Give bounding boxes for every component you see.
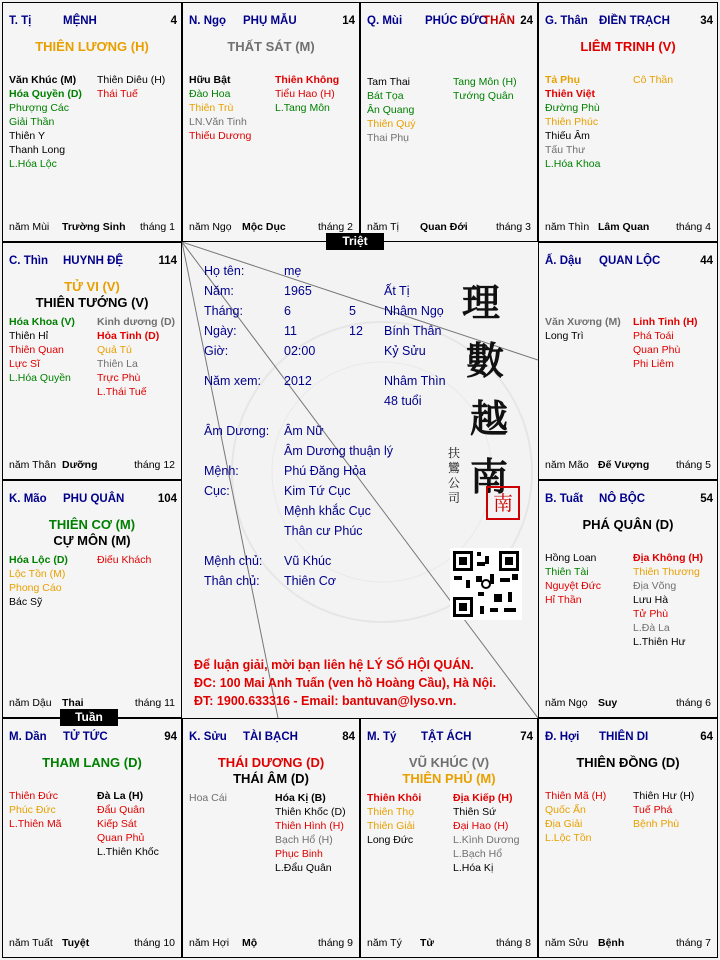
month-lunar: 5 bbox=[349, 304, 356, 318]
calligraphy-char-2: 數 bbox=[466, 338, 505, 383]
qr-code-icon[interactable] bbox=[450, 548, 522, 620]
palace-than[interactable] bbox=[538, 2, 718, 242]
palace-footer bbox=[545, 221, 711, 235]
left-star-column bbox=[545, 789, 606, 845]
minor-star: Kinh dương (D) bbox=[97, 316, 176, 328]
minor-star: Thiên Tài bbox=[545, 566, 589, 578]
right-star-column bbox=[275, 73, 339, 115]
minor-star: L.Đà La bbox=[633, 622, 670, 634]
minor-star: Thiên Thương bbox=[633, 566, 700, 578]
right-star-column bbox=[97, 73, 165, 101]
minor-star: L.Đẩu Quân bbox=[275, 862, 332, 874]
year-value: 1965 bbox=[284, 284, 312, 298]
cuc-relation: Mệnh khắc Cục bbox=[284, 504, 371, 518]
left-star-column bbox=[545, 73, 600, 171]
minor-star: Phá Toái bbox=[633, 330, 674, 342]
minor-star: Đại Hao (H) bbox=[453, 820, 509, 832]
minor-star: Quan Phù bbox=[633, 344, 681, 356]
minor-star: Phong Cáo bbox=[9, 582, 62, 594]
minor-star: Tam Thai bbox=[367, 76, 410, 88]
menh-label: Mệnh: bbox=[204, 464, 239, 478]
footer-year: năm Thìn bbox=[545, 221, 590, 233]
right-star-column bbox=[453, 75, 517, 103]
minor-star: Thiên Trù bbox=[189, 102, 234, 114]
footer-year: năm Tị bbox=[367, 221, 399, 233]
palace-thin[interactable] bbox=[2, 242, 182, 480]
minor-star: Thiên Phúc bbox=[545, 116, 599, 128]
palace-header bbox=[545, 15, 713, 31]
footer-year: năm Hợi bbox=[189, 937, 230, 949]
right-star-column bbox=[97, 315, 175, 399]
palace-name: TẬT ÁCH bbox=[421, 731, 472, 743]
palace-name: PHỤ MẪU bbox=[243, 15, 297, 27]
minor-star: Tang Môn (H) bbox=[453, 76, 517, 88]
footer-year: năm Tuất bbox=[9, 937, 53, 949]
minor-star: Kiếp Sát bbox=[97, 818, 137, 830]
minor-star: Phượng Các bbox=[9, 102, 70, 114]
minor-star: Long Trì bbox=[545, 330, 584, 342]
left-star-column bbox=[9, 73, 82, 171]
palace-header bbox=[189, 731, 355, 747]
than-cu: Thân cư Phúc bbox=[284, 524, 363, 538]
calligraphy-char-4: 南 bbox=[470, 454, 509, 499]
footer-year: năm Ngọ bbox=[189, 221, 232, 233]
palace-ty2[interactable] bbox=[360, 718, 538, 958]
view-year-canchi: Nhâm Thìn bbox=[384, 374, 446, 388]
palace-name: ĐIỀN TRẠCH bbox=[599, 15, 670, 27]
main-star: THAM LANG (D) bbox=[42, 755, 142, 770]
minor-star: Bệnh Phù bbox=[633, 818, 680, 830]
minor-star: Nguyệt Đức bbox=[545, 580, 602, 592]
minor-star: Lưu Hà bbox=[633, 594, 669, 606]
minor-star: Tử Phù bbox=[633, 608, 669, 620]
right-star-column bbox=[97, 789, 159, 859]
life-stage: Lâm Quan bbox=[598, 221, 650, 233]
minor-star: Đẩu Quân bbox=[97, 804, 145, 816]
footer-month: tháng 2 bbox=[317, 221, 353, 233]
thanchu-value: Thiên Cơ bbox=[284, 574, 336, 588]
palace-footer bbox=[545, 459, 711, 473]
footer-month: tháng 11 bbox=[134, 697, 175, 709]
palace-footer bbox=[367, 221, 531, 235]
minor-star: Cô Thần bbox=[633, 74, 674, 86]
minor-star: Hoa Cái bbox=[189, 792, 227, 804]
minor-star: Thiên Mã (H) bbox=[545, 790, 607, 802]
left-star-column bbox=[9, 789, 62, 831]
minor-star: Quan Phủ bbox=[97, 832, 145, 844]
palace-header bbox=[189, 15, 355, 31]
amduong-value: Âm Nữ bbox=[284, 424, 324, 438]
minor-star: Thiên Hình (H) bbox=[275, 820, 344, 832]
minor-star: Địa Kiếp (H) bbox=[453, 792, 513, 804]
amduong-relation: Âm Dương thuận lý bbox=[284, 444, 393, 458]
age-number: 104 bbox=[157, 493, 177, 505]
minor-star: Hóa Lộc (D) bbox=[9, 554, 68, 566]
footer-year: năm Dậu bbox=[9, 697, 52, 709]
minor-star: L.Tang Môn bbox=[275, 102, 330, 114]
red-stamp: 南 bbox=[486, 486, 520, 520]
main-star: TỬ VI (V) bbox=[64, 279, 120, 294]
palace-name: PHÚC ĐỨC bbox=[425, 15, 487, 27]
minor-star: Bác Sỹ bbox=[9, 596, 43, 608]
minor-star: Thiên Quý bbox=[367, 118, 416, 130]
minor-star: Thiên Việt bbox=[545, 88, 595, 100]
cuc-value: Kim Tứ Cục bbox=[284, 484, 351, 498]
palace-footer bbox=[545, 937, 711, 951]
minor-star: Thiên La bbox=[97, 358, 138, 370]
minor-star: Thiên Y bbox=[9, 130, 45, 142]
palace-name: TÀI BẠCH bbox=[243, 731, 298, 743]
minor-star: Thiên Khốc (D) bbox=[275, 806, 346, 818]
view-age: 48 tuổi bbox=[384, 394, 422, 408]
month-value: 6 bbox=[284, 304, 291, 318]
minor-star: Hóa Kị (B) bbox=[275, 792, 326, 804]
branch-label: G. Thân bbox=[545, 15, 588, 27]
palace-dan[interactable] bbox=[2, 718, 182, 958]
life-stage: Mộc Dục bbox=[242, 221, 286, 233]
tuan-marker: Tuần bbox=[60, 709, 118, 726]
main-star: THIÊN ĐỒNG (D) bbox=[576, 755, 680, 770]
right-star-column bbox=[633, 789, 694, 831]
minor-star: Phục Binh bbox=[275, 848, 323, 860]
minor-star: Phúc Đức bbox=[9, 804, 56, 816]
age-number: 84 bbox=[342, 731, 355, 743]
right-star-column bbox=[453, 791, 519, 875]
contact-address: ĐC: 100 Mai Anh Tuấn (ven hồ Hoàng Cầu), Hà Nội. bbox=[194, 676, 497, 690]
right-star-column bbox=[275, 791, 346, 875]
day-label: Ngày: bbox=[204, 324, 237, 338]
minor-star: Địa Không (H) bbox=[633, 552, 703, 564]
left-star-column bbox=[545, 315, 621, 343]
right-star-column bbox=[633, 315, 698, 371]
life-stage: Trường Sinh bbox=[62, 221, 126, 233]
age-number: 14 bbox=[342, 15, 355, 27]
minor-star: Hóa Quyền (D) bbox=[9, 88, 82, 100]
footer-year: năm Mùi bbox=[9, 221, 50, 233]
minor-star: Điếu Khách bbox=[97, 554, 152, 566]
age-number: 54 bbox=[700, 493, 713, 505]
minor-star: Quốc Ấn bbox=[545, 804, 586, 816]
menh-value: Phú Đăng Hỏa bbox=[284, 464, 367, 478]
main-star: LIÊM TRINH (V) bbox=[580, 39, 676, 54]
main-star: THẤT SÁT (M) bbox=[227, 39, 315, 54]
right-star-column bbox=[633, 73, 673, 87]
footer-month: tháng 7 bbox=[675, 937, 711, 949]
left-star-column bbox=[9, 315, 75, 385]
minor-star: Giải Thần bbox=[9, 116, 55, 128]
branch-label: B. Tuất bbox=[545, 493, 584, 505]
day-canchi: Bính Thân bbox=[384, 324, 442, 338]
branch-label: M. Tý bbox=[367, 731, 397, 743]
palace-suu[interactable] bbox=[182, 718, 360, 958]
minor-star: Hỏa Tinh (D) bbox=[97, 330, 160, 342]
life-stage: Suy bbox=[598, 697, 618, 709]
minor-star: Linh Tinh (H) bbox=[633, 316, 698, 328]
palace-header bbox=[545, 731, 713, 747]
age-number: 94 bbox=[164, 731, 177, 743]
branch-label: K. Mão bbox=[9, 493, 47, 505]
age-number: 4 bbox=[170, 15, 177, 27]
main-star: THIÊN PHỦ (M) bbox=[402, 771, 496, 786]
footer-year: năm Ngọ bbox=[545, 697, 588, 709]
footer-year: năm Mão bbox=[545, 459, 589, 471]
minor-star: Thiên Quan bbox=[9, 344, 64, 356]
than-marker: THÂN bbox=[483, 15, 515, 27]
palace-mui[interactable] bbox=[360, 2, 538, 242]
thanchu-label: Thân chủ: bbox=[204, 574, 260, 588]
main-star: CỰ MÔN (M) bbox=[53, 533, 131, 548]
seal-text: 扶鸞公司 bbox=[448, 446, 461, 505]
palace-name: TỬ TỨC bbox=[63, 731, 108, 743]
footer-year: năm Sửu bbox=[545, 937, 589, 949]
left-star-column bbox=[9, 553, 68, 609]
footer-month: tháng 6 bbox=[675, 697, 711, 709]
palace-footer bbox=[545, 697, 711, 711]
minor-star: L.Hóa Kị bbox=[453, 862, 494, 874]
hour-canchi: Kỷ Sửu bbox=[384, 344, 426, 358]
view-year-value: 2012 bbox=[284, 374, 312, 388]
palace-header bbox=[9, 731, 177, 747]
minor-star: Bạch Hổ (H) bbox=[275, 834, 333, 846]
footer-month: tháng 8 bbox=[495, 937, 531, 949]
calligraphy-char-3: 越 bbox=[470, 396, 509, 441]
center-panel bbox=[182, 242, 538, 718]
life-stage: Quan Đới bbox=[420, 221, 468, 233]
minor-star: Đà La (H) bbox=[97, 790, 144, 802]
life-stage: Đế Vượng bbox=[598, 459, 650, 471]
minor-star: LN.Văn Tinh bbox=[189, 116, 247, 128]
footer-month: tháng 4 bbox=[675, 221, 711, 233]
minor-star: Tiểu Hao (H) bbox=[275, 88, 335, 100]
minor-star: L.Thái Tuế bbox=[97, 386, 147, 398]
minor-star: Hữu Bật bbox=[189, 74, 231, 86]
palace-name: HUYNH ĐỆ bbox=[63, 255, 124, 267]
minor-star: Đường Phù bbox=[545, 102, 600, 114]
minor-star: Địa Võng bbox=[633, 580, 677, 592]
palace-ngo[interactable] bbox=[182, 2, 360, 242]
minor-star: Thiên Diêu (H) bbox=[97, 74, 166, 86]
minor-star: Thiếu Dương bbox=[189, 130, 252, 142]
branch-label: K. Sửu bbox=[189, 731, 227, 743]
footer-month: tháng 3 bbox=[495, 221, 531, 233]
main-star: THÁI ÂM (D) bbox=[233, 771, 309, 786]
minor-star: Thiên Thọ bbox=[367, 806, 415, 818]
minor-star: Thiên Đức bbox=[9, 790, 59, 802]
minor-star: Bát Tọa bbox=[367, 90, 404, 102]
minor-star: Văn Xương (M) bbox=[545, 316, 621, 328]
footer-month: tháng 5 bbox=[675, 459, 711, 471]
life-stage: Thai bbox=[62, 697, 84, 709]
palace-name: PHU QUÂN bbox=[63, 493, 125, 505]
footer-month: tháng 1 bbox=[139, 221, 175, 233]
age-number: 24 bbox=[520, 15, 533, 27]
calligraphy-char-1: 理 bbox=[462, 280, 501, 325]
minor-star: Văn Khúc (M) bbox=[9, 74, 77, 86]
footer-year: năm Tý bbox=[367, 937, 402, 949]
age-number: 114 bbox=[158, 255, 177, 267]
minor-star: L.Thiên Khốc bbox=[97, 846, 159, 858]
life-stage: Tử bbox=[420, 937, 435, 949]
branch-label: N. Ngọ bbox=[189, 15, 227, 27]
palace-header bbox=[9, 255, 177, 271]
palace-ty[interactable] bbox=[2, 2, 182, 242]
footer-month: tháng 10 bbox=[134, 937, 175, 949]
minor-star: L.Bạch Hổ bbox=[453, 848, 503, 860]
palace-hoi[interactable] bbox=[538, 718, 718, 958]
minor-star: L.Lộc Tồn bbox=[545, 832, 592, 844]
left-star-column bbox=[189, 73, 251, 143]
palace-name: MỆNH bbox=[63, 15, 97, 27]
right-star-column bbox=[97, 553, 151, 567]
view-year-label: Năm xem: bbox=[204, 374, 261, 388]
name-value: mẹ bbox=[284, 264, 302, 278]
palace-name: NÔ BỘC bbox=[599, 493, 645, 505]
minor-star: Hỉ Thần bbox=[545, 594, 582, 606]
branch-label: T. Tị bbox=[9, 15, 32, 27]
minor-star: Phi Liêm bbox=[633, 358, 674, 370]
hour-label: Giờ: bbox=[204, 344, 229, 358]
minor-star: L.Hóa Khoa bbox=[545, 158, 601, 170]
menhchu-label: Mệnh chủ: bbox=[204, 554, 263, 568]
minor-star: Lộc Tồn (M) bbox=[9, 568, 66, 580]
age-number: 74 bbox=[520, 731, 533, 743]
palace-footer bbox=[9, 221, 175, 235]
minor-star: Ân Quang bbox=[367, 104, 415, 116]
minor-star: Tả Phụ bbox=[545, 74, 581, 86]
main-star: PHÁ QUÂN (D) bbox=[582, 517, 674, 532]
minor-star: Tướng Quân bbox=[453, 90, 514, 102]
age-number: 44 bbox=[700, 255, 713, 267]
day-lunar: 12 bbox=[349, 324, 363, 338]
minor-star: Thiên Sứ bbox=[453, 806, 497, 818]
month-canchi: Nhâm Ngọ bbox=[384, 304, 444, 318]
branch-label: M. Dần bbox=[9, 731, 47, 743]
minor-star: Long Đức bbox=[367, 834, 414, 846]
contact-line-1: Để luận giải, mời bạn liên hệ LÝ SỐ HỘI QUÁN. bbox=[194, 658, 474, 672]
branch-label: Q. Mùi bbox=[367, 15, 403, 27]
minor-star: Thiên Hỉ bbox=[9, 330, 49, 342]
age-number: 34 bbox=[700, 15, 713, 27]
minor-star: Tấu Thư bbox=[545, 144, 586, 156]
left-star-column bbox=[545, 551, 601, 607]
minor-star: Thiên Không bbox=[275, 74, 340, 86]
main-star: VŨ KHÚC (V) bbox=[408, 755, 490, 770]
life-stage: Mộ bbox=[242, 937, 258, 949]
branch-label: Đ. Hợi bbox=[545, 731, 580, 743]
palace-dau[interactable] bbox=[538, 242, 718, 480]
palace-header bbox=[545, 255, 713, 271]
palace-header bbox=[367, 15, 533, 31]
cuc-label: Cục: bbox=[204, 484, 230, 498]
year-canchi: Ất Tị bbox=[384, 284, 410, 298]
palace-footer bbox=[189, 937, 353, 951]
hour-value: 02:00 bbox=[284, 344, 316, 358]
menhchu-value: Vũ Khúc bbox=[284, 554, 332, 568]
age-number: 64 bbox=[700, 731, 713, 743]
minor-star: Hồng Loan bbox=[545, 552, 597, 564]
branch-label: Ấ. Dậu bbox=[545, 255, 582, 267]
month-label: Tháng: bbox=[204, 304, 243, 318]
palace-footer bbox=[9, 937, 175, 951]
minor-star: Lực Sĩ bbox=[9, 358, 40, 370]
palace-header bbox=[545, 493, 713, 509]
minor-star: L.Kình Dương bbox=[453, 834, 520, 846]
footer-month: tháng 12 bbox=[134, 459, 175, 471]
palace-header bbox=[367, 731, 533, 747]
life-stage: Dưỡng bbox=[62, 459, 98, 471]
minor-star: L.Hóa Lộc bbox=[9, 158, 57, 170]
minor-star: Thanh Long bbox=[9, 144, 66, 156]
footer-month: tháng 9 bbox=[317, 937, 353, 949]
main-star: THÁI DƯƠNG (D) bbox=[217, 755, 325, 770]
name-label: Họ tên: bbox=[204, 264, 245, 278]
minor-star: Quả Tú bbox=[97, 344, 132, 356]
palace-name: THIÊN DI bbox=[599, 731, 649, 743]
minor-star: Thai Phụ bbox=[367, 132, 410, 144]
minor-star: L.Thiên Mã bbox=[9, 818, 62, 830]
minor-star: Tuế Phá bbox=[633, 804, 673, 816]
minor-star: Địa Giải bbox=[545, 818, 583, 830]
triet-marker: Triệt bbox=[326, 233, 384, 250]
day-value: 11 bbox=[284, 324, 297, 338]
minor-star: Thái Tuế bbox=[97, 88, 138, 100]
main-star: THIÊN TƯỚNG (V) bbox=[35, 295, 149, 310]
right-star-column bbox=[633, 551, 703, 649]
minor-star: Thiên Giải bbox=[367, 820, 415, 832]
palace-tuat[interactable] bbox=[538, 480, 718, 718]
minor-star: L.Thiên Hư bbox=[633, 636, 686, 648]
minor-star: Thiếu Âm bbox=[545, 130, 590, 142]
palace-footer bbox=[9, 459, 175, 473]
palace-footer bbox=[367, 937, 531, 951]
main-star: THIÊN LƯƠNG (H) bbox=[35, 39, 149, 54]
contact-phone-email: ĐT: 1900.633316 - Email: bantuvan@lyso.vn. bbox=[194, 694, 457, 708]
main-star: THIÊN CƠ (M) bbox=[48, 517, 136, 532]
life-stage: Bệnh bbox=[598, 937, 625, 949]
minor-star: Đào Hoa bbox=[189, 88, 231, 100]
branch-label: C. Thìn bbox=[9, 255, 48, 267]
minor-star: Thiên Hư (H) bbox=[633, 790, 695, 802]
palace-name: QUAN LỘC bbox=[599, 255, 661, 267]
life-stage: Tuyệt bbox=[62, 937, 90, 949]
year-label: Năm: bbox=[204, 284, 234, 298]
minor-star: Thiên Khôi bbox=[367, 792, 422, 804]
footer-year: năm Thân bbox=[9, 459, 57, 471]
palace-header bbox=[9, 493, 177, 509]
palace-mao[interactable] bbox=[2, 480, 182, 718]
left-star-column bbox=[367, 791, 421, 847]
left-star-column bbox=[189, 791, 227, 805]
amduong-label: Âm Dương: bbox=[204, 424, 270, 438]
minor-star: Trực Phù bbox=[97, 372, 141, 384]
palace-header bbox=[9, 15, 177, 31]
left-star-column bbox=[367, 75, 415, 145]
minor-star: Hóa Khoa (V) bbox=[9, 316, 75, 328]
minor-star: L.Hóa Quyền bbox=[9, 372, 71, 384]
